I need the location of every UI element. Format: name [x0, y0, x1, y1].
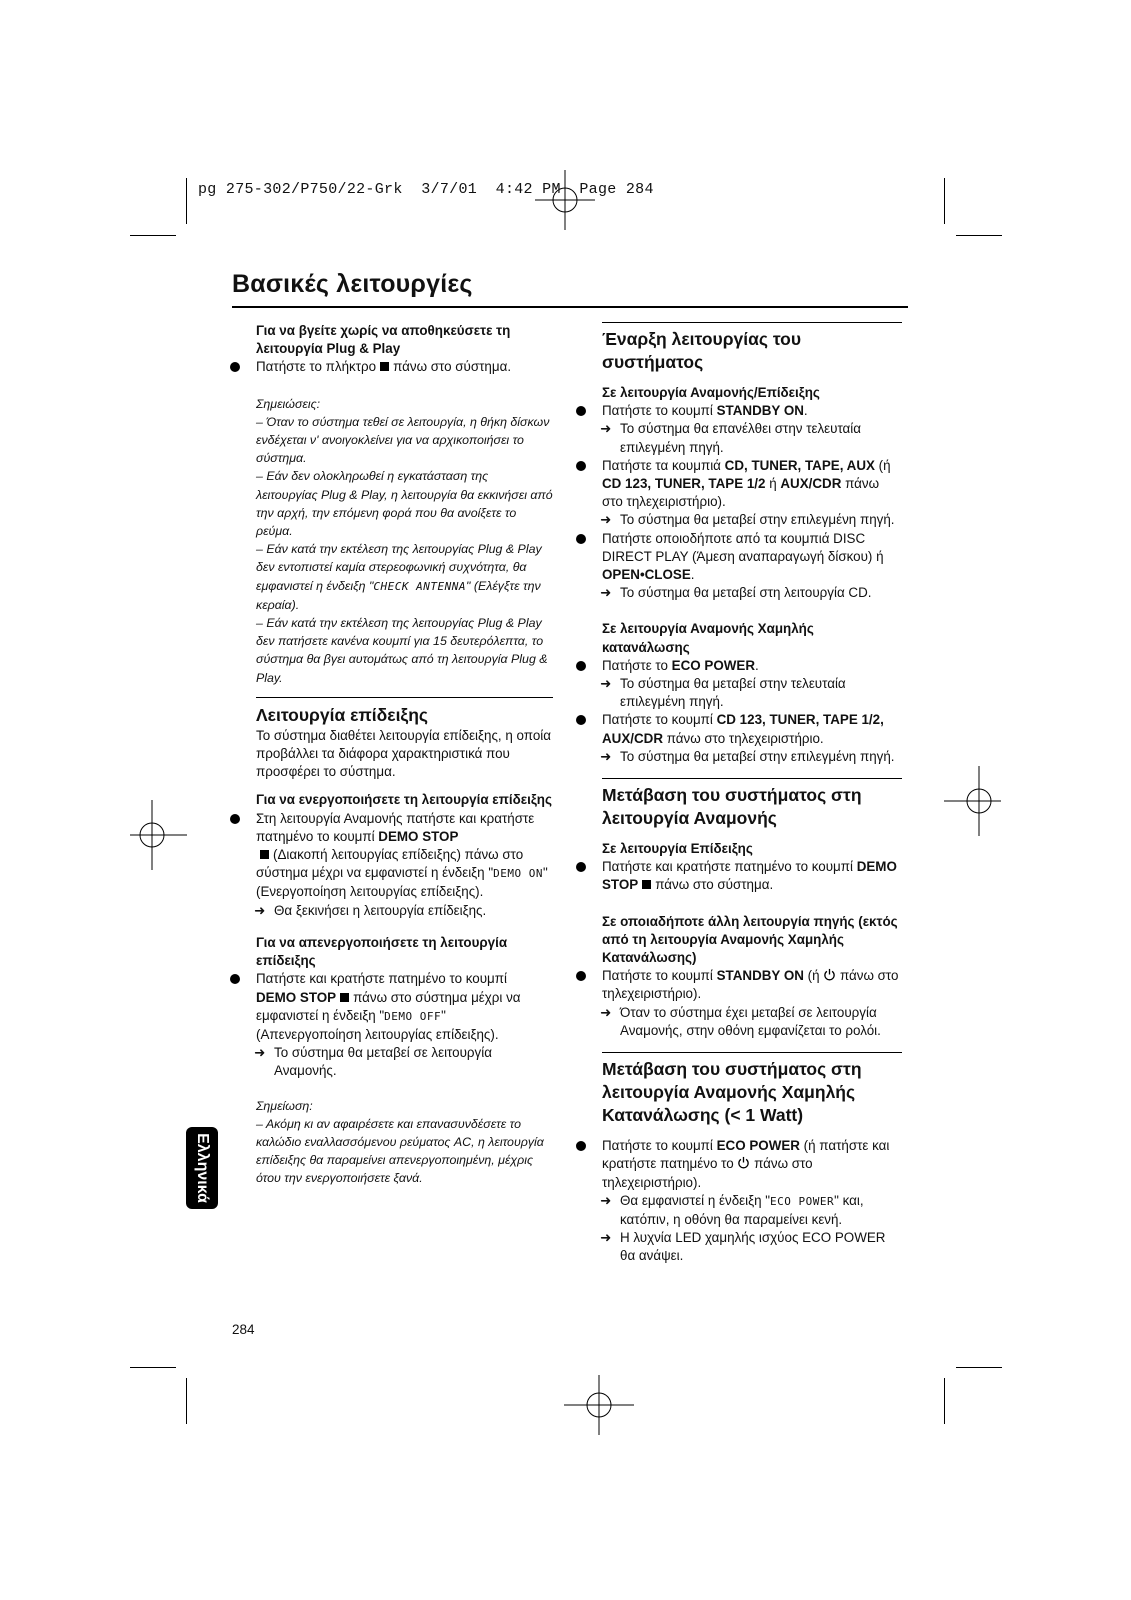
list-item: Πατήστε το πλήκτρο πάνω στο σύστημα.: [256, 358, 553, 376]
crop-mark: [186, 178, 187, 224]
section-title: Έναρξη λειτουργίας του συστήματος: [602, 329, 802, 372]
bullet-icon: [230, 814, 240, 824]
subheading: Για να ενεργοποιήσετε τη λειτουργία επίδειξης: [256, 792, 552, 808]
arrow-right-icon: ➜: [600, 1004, 612, 1020]
note-text: – Όταν το σύστημα τεθεί σε λειτουργία, η θήκη δίσκων ενδέχεται ν' ανοιγοκλείνει για να αρχικοποιήσει το σύστημα.: [256, 414, 550, 466]
crop-mark: [186, 1378, 187, 1424]
registration-mark-icon: [944, 766, 1014, 836]
result-item: ➜ Θα ξεκινήσει η λειτουργία επίδειξης.: [256, 902, 553, 920]
result-item: ➜ Το σύστημα θα επανέλθει στην τελευταία επιλεγμένη πηγή.: [600, 421, 862, 455]
paragraph: Το σύστημα διαθέτει λειτουργία επίδειξης, η οποία προβάλλει τα διάφορα χαρακτηριστικά που προσφέρει το σύστημα.: [256, 727, 551, 780]
note-text: – Εάν κατά την εκτέλεση της λειτουργίας Plug & Play δεν πατήσετε κανένα κουμπί για 15 δευτερόλεπτα, το σύστημα θα βγει αυτομάτως από τη λειτουργία Plug & Play.: [256, 616, 548, 685]
crop-mark: [130, 1367, 176, 1368]
section-divider: [256, 697, 553, 698]
list-item: Πατήστε και κρατήστε πατημένο το κουμπί DEMO STOP πάνω στο σύστημα.: [602, 858, 902, 894]
result-item: ➜ Θα εμφανιστεί η ένδειξη "ECO POWER" και, κατόπιν, η οθόνη θα παραμείνει κενή.: [600, 1192, 864, 1227]
bullet-icon: [576, 862, 586, 872]
result-item: ➜ Το σύστημα θα μεταβεί σε λειτουργία Αναμονής.: [254, 1045, 492, 1079]
title-rule: [232, 306, 908, 308]
section-title: Λειτουργία επίδειξης: [256, 704, 429, 725]
lcd-text: DEMO ON: [493, 867, 543, 881]
notes-title: Σημειώσεις:: [256, 396, 321, 411]
list-item: Πατήστε το κουμπί STANDBY ON (ή πάνω στο τηλεχειριστήριο).: [602, 967, 902, 1003]
stop-icon: [642, 880, 651, 889]
subheading: Σε οποιαδήποτε άλλη λειτουργία πηγής (εκτός από τη λειτουργία Αναμονής Χαμηλής Κατανάλωσης): [602, 913, 898, 966]
subheading: Σε λειτουργία Αναμονής/Επίδειξης: [602, 385, 820, 400]
crop-mark: [944, 178, 945, 224]
subheading: Για να απενεργοποιήσετε τη λειτουργία επίδειξης: [256, 934, 508, 969]
list-item: Πατήστε το κουμπί CD 123, TUNER, TAPE 1/2, AUX/CDR πάνω στο τηλεχειριστήριο.: [602, 711, 902, 747]
right-column: [602, 322, 902, 1266]
bullet-icon: [576, 461, 586, 471]
registration-mark-icon: [117, 800, 187, 870]
arrow-right-icon: ➜: [254, 902, 266, 918]
bullet-icon: [576, 534, 586, 544]
registration-mark-icon: [564, 1370, 634, 1440]
note-text: – Εάν δεν ολοκληρωθεί η εγκατάσταση της λειτουργίας Plug & Play, η λειτουργία θα εκκινήσει από την αρχή, την επόμενη φορά που θα ανοίξετε το ρεύμα.: [256, 469, 553, 539]
bullet-icon: [230, 362, 240, 372]
result-item: ➜ Το σύστημα θα μεταβεί στην τελευταία επιλεγμένη πηγή.: [600, 676, 846, 710]
lcd-text: CHECK ANTENNA: [373, 579, 466, 593]
bullet-icon: [576, 1141, 586, 1151]
subheading: Σε λειτουργία Αναμονής Χαμηλής κατανάλωσης: [602, 621, 814, 655]
list-item: Πατήστε και κρατήστε πατημένο το κουμπί DEMO STOP πάνω στο σύστημα μέχρι να εμφανιστεί η ένδειξη "DEMO OFF" (Απενεργοποίηση λειτουργίας επίδειξης).: [256, 970, 553, 1044]
crop-mark: [130, 235, 176, 236]
notes-title: Σημείωση:: [256, 1098, 313, 1113]
print-header: pg 275-302/P750/22-Grk 3/7/01 4:42 PM Page 284: [198, 181, 654, 198]
section-divider: [602, 322, 902, 323]
arrow-right-icon: ➜: [600, 676, 612, 692]
arrow-right-icon: ➜: [600, 512, 612, 528]
bullet-icon: [576, 715, 586, 725]
bullet-icon: [576, 971, 586, 981]
page-title: Βασικές λειτουργίες: [232, 270, 473, 298]
section-title: Μετάβαση του συστήματος στη λειτουργία Αναμονής: [602, 785, 862, 829]
arrow-right-icon: ➜: [600, 585, 612, 601]
stop-icon: [260, 850, 269, 859]
crop-mark: [956, 1367, 1002, 1368]
subheading: Σε λειτουργία Επίδειξης: [602, 841, 753, 857]
result-item: ➜ Η λυχνία LED χαμηλής ισχύος ECO POWER θα ανάψει.: [600, 1230, 886, 1264]
section-divider: [602, 778, 902, 779]
crop-mark: [944, 1378, 945, 1424]
list-item: Πατήστε τα κουμπιά CD, TUNER, TAPE, AUX (ή CD 123, TUNER, TAPE 1/2 ή AUX/CDR πάνω στο τηλεχειριστήριο).: [602, 457, 902, 512]
lcd-text: DEMO OFF: [384, 1009, 442, 1023]
plug-play-heading: Για να βγείτε χωρίς να αποθηκεύσετε τη λειτουργία Plug & Play: [256, 323, 511, 357]
note-text: – Ακόμη κι αν αφαιρέσετε και επανασυνδέσετε το καλώδιο εναλλασσόμενου ρεύματος AC, η λειτουργία επίδειξης θα παραμείνει απενεργοποιημένη, μέχρις ότου την ενεργοποιήσετε ξανά.: [256, 1116, 544, 1186]
bullet-icon: [230, 974, 240, 984]
list-item: Πατήστε οποιοδήποτε από τα κουμπιά DISC DIRECT PLAY (Άμεση αναπαραγωγή δίσκου) ή OPEN•CLOSE.: [602, 530, 902, 585]
result-item: ➜ Το σύστημα θα μεταβεί στη λειτουργία CD.: [602, 584, 902, 602]
list-item: Πατήστε το ECO POWER.: [602, 657, 902, 675]
result-item: ➜ Το σύστημα θα μεταβεί στην επιλεγμένη πηγή.: [602, 748, 902, 766]
lcd-text: ECO POWER: [770, 1194, 835, 1208]
arrow-right-icon: ➜: [600, 1192, 612, 1208]
stop-icon: [340, 993, 349, 1002]
arrow-right-icon: ➜: [254, 1045, 266, 1061]
registration-mark-icon: [530, 165, 600, 235]
result-item: ➜ Το σύστημα θα μεταβεί στην επιλεγμένη πηγή.: [602, 511, 902, 529]
page-number: 284: [232, 1322, 255, 1337]
language-tab: Ελληνικά: [186, 1127, 218, 1209]
bullet-icon: [576, 661, 586, 671]
stop-icon: [380, 362, 389, 371]
crop-mark: [956, 235, 1002, 236]
power-icon: [737, 1156, 750, 1169]
list-item: Στη λειτουργία Αναμονής πατήστε και κρατήστε πατημένο το κουμπί DEMO STOP (Διακοπή λειτουργίας επίδειξης) πάνω στο σύστημα μέχρι να εμφανιστεί η ένδειξη "DEMO ON" (Ενεργοποίηση λειτουργίας επίδειξης).: [256, 810, 553, 902]
power-icon: [823, 968, 836, 981]
section-title: Μετάβαση του συστήματος στη λειτουργία Αναμονής Χαμηλής Κατανάλωσης (< 1 Watt): [602, 1059, 862, 1126]
arrow-right-icon: ➜: [600, 1230, 612, 1246]
note-text: – Εάν κατά την εκτέλεση της λειτουργίας Plug & Play δεν εντοπιστεί καμία στερεοφωνική συχνότητα, θα εμφανιστεί η ένδειξη "CHECK ANTENNA" (Ελέγξτε την κεραία).: [256, 542, 542, 612]
left-column: [256, 322, 553, 1188]
bullet-icon: [576, 406, 586, 416]
list-item: Πατήστε το κουμπί ECO POWER (ή πατήστε και κρατήστε πατημένο το πάνω στο τηλεχειριστήριο).: [602, 1137, 902, 1192]
arrow-right-icon: ➜: [600, 748, 612, 764]
section-divider: [602, 1052, 902, 1053]
arrow-right-icon: ➜: [600, 421, 612, 437]
list-item: Πατήστε το κουμπί STANDBY ON.: [602, 402, 902, 420]
result-item: ➜ Όταν το σύστημα έχει μεταβεί σε λειτουργία Αναμονής, στην οθόνη εμφανίζεται το ρολόι.: [600, 1004, 881, 1038]
